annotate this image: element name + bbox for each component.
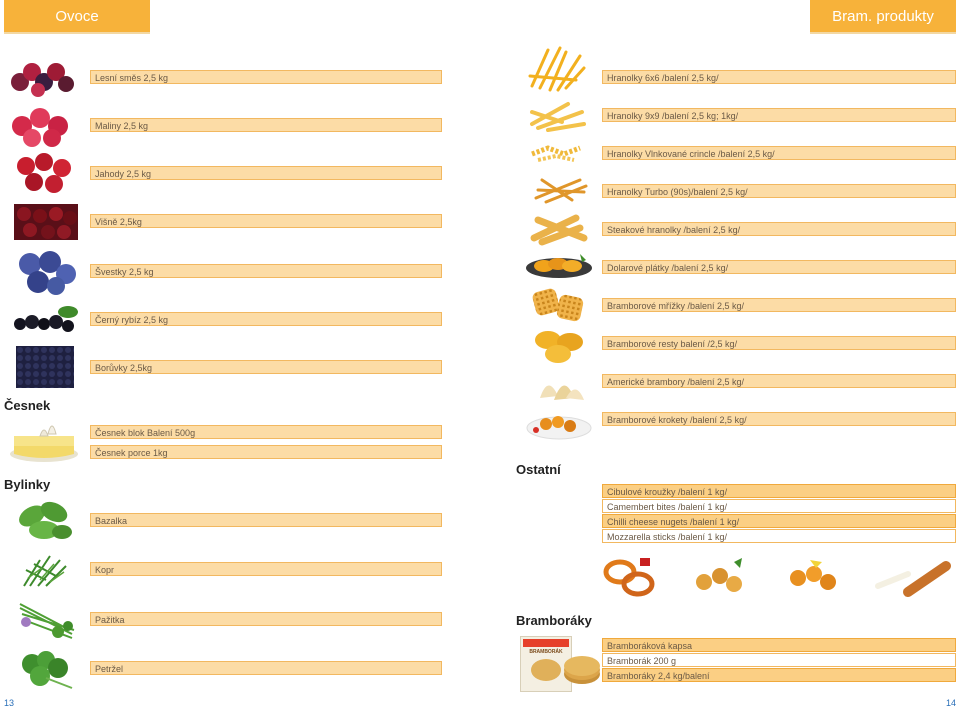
pancake-item-3: Bramboráky 2,4 kg/balení: [602, 668, 956, 682]
dollar-slices-image: [524, 250, 594, 280]
basil-image: [14, 496, 74, 544]
garlic-block-image: [8, 414, 80, 464]
herb-item-2: Kopr: [90, 562, 442, 576]
potato-rosti-image: [532, 328, 586, 364]
tab-ovoce: Ovoce: [4, 0, 150, 32]
fries-crinkle-image: [528, 140, 588, 164]
other-item-2: Camembert bites /balení 1 kg/: [602, 499, 956, 513]
fruit-item-1: Lesní směs 2,5 kg: [90, 70, 442, 84]
section-title-cesnek: Česnek: [4, 398, 51, 413]
potato-item-10: Bramborové krokety /balení 2,5 kg/: [602, 412, 956, 426]
potato-item-4: Hranolky Turbo (90s)/balení 2,5 kg/: [602, 184, 956, 198]
fruit-item-6: Černý rybíz 2,5 kg: [90, 312, 442, 326]
potato-item-6: Dolarové plátky /balení 2,5 kg/: [602, 260, 956, 274]
tab-bram-produkty: Bram. produkty: [810, 0, 956, 32]
page-number-left: 13: [4, 698, 15, 708]
section-title-bramboraky: Bramboráky: [516, 613, 592, 628]
chives-image: [16, 600, 78, 642]
fruit-item-4: Višně 2,5kg: [90, 214, 442, 228]
steak-fries-image: [530, 208, 590, 246]
other-item-4: Mozzarella sticks /balení 1 kg/: [602, 529, 956, 543]
parsley-image: [16, 648, 78, 690]
raspberries-image: [10, 104, 76, 148]
fries-6x6-image: [526, 46, 586, 92]
mixed-berries-image: [8, 56, 78, 98]
mozzarella-sticks-image: [872, 556, 956, 598]
other-item-3: Chilli cheese nugets /balení 1 kg/: [602, 514, 956, 528]
potato-item-5: Steakové hranolky /balení 2,5 kg/: [602, 222, 956, 236]
strawberries-image: [14, 152, 74, 194]
fruit-item-2: Maliny 2,5 kg: [90, 118, 442, 132]
fries-turbo-image: [532, 172, 588, 204]
fries-9x9-image: [528, 98, 586, 132]
potato-croquettes-image: [526, 406, 592, 440]
blackcurrant-image: [12, 304, 80, 334]
package-label: BRAMBORÁK: [529, 649, 563, 655]
pancake-item-2: Bramborák 200 g: [602, 653, 956, 667]
potato-item-3: Hranolky Vlnkované crincle /balení 2,5 kg/: [602, 146, 956, 160]
herb-item-1: Bazalka: [90, 513, 442, 527]
american-potatoes-image: [534, 368, 586, 404]
fruit-item-7: Borůvky 2,5kg: [90, 360, 442, 374]
other-item-1: Cibulové kroužky /balení 1 kg/: [602, 484, 956, 498]
potato-item-7: Bramborové mřížky /balení 2,5 kg/: [602, 298, 956, 312]
potato-item-1: Hranolky 6x6 /balení 2,5 kg/: [602, 70, 956, 84]
garlic-item-1: Česnek blok Balení 500g: [90, 425, 442, 439]
fruit-item-3: Jahody 2,5 kg: [90, 166, 442, 180]
chilli-cheese-nuggets-image: [782, 556, 844, 596]
sour-cherries-image: [14, 204, 78, 240]
potato-pancakes-image: [562, 648, 602, 688]
garlic-item-2: Česnek porce 1kg: [90, 445, 442, 459]
potato-item-9: Americké brambory /balení 2,5 kg/: [602, 374, 956, 388]
fruit-item-5: Švestky 2,5 kg: [90, 264, 442, 278]
section-title-ostatni: Ostatní: [516, 462, 561, 477]
plums-image: [16, 250, 76, 296]
page-number-right: 14: [946, 698, 957, 708]
blueberries-image: [16, 346, 74, 388]
herb-item-4: Petržel: [90, 661, 442, 675]
dill-image: [20, 550, 72, 590]
herb-item-3: Pažitka: [90, 612, 442, 626]
potato-item-8: Bramborové resty balení /2,5 kg/: [602, 336, 956, 350]
camembert-bites-image: [690, 556, 752, 596]
section-title-bylinky: Bylinky: [4, 477, 51, 492]
waffle-fries-image: [532, 286, 586, 324]
potato-item-2: Hranolky 9x9 /balení 2,5 kg; 1kg/: [602, 108, 956, 122]
pancake-item-1: Bramboráková kapsa: [602, 638, 956, 652]
onion-rings-image: [600, 554, 660, 600]
